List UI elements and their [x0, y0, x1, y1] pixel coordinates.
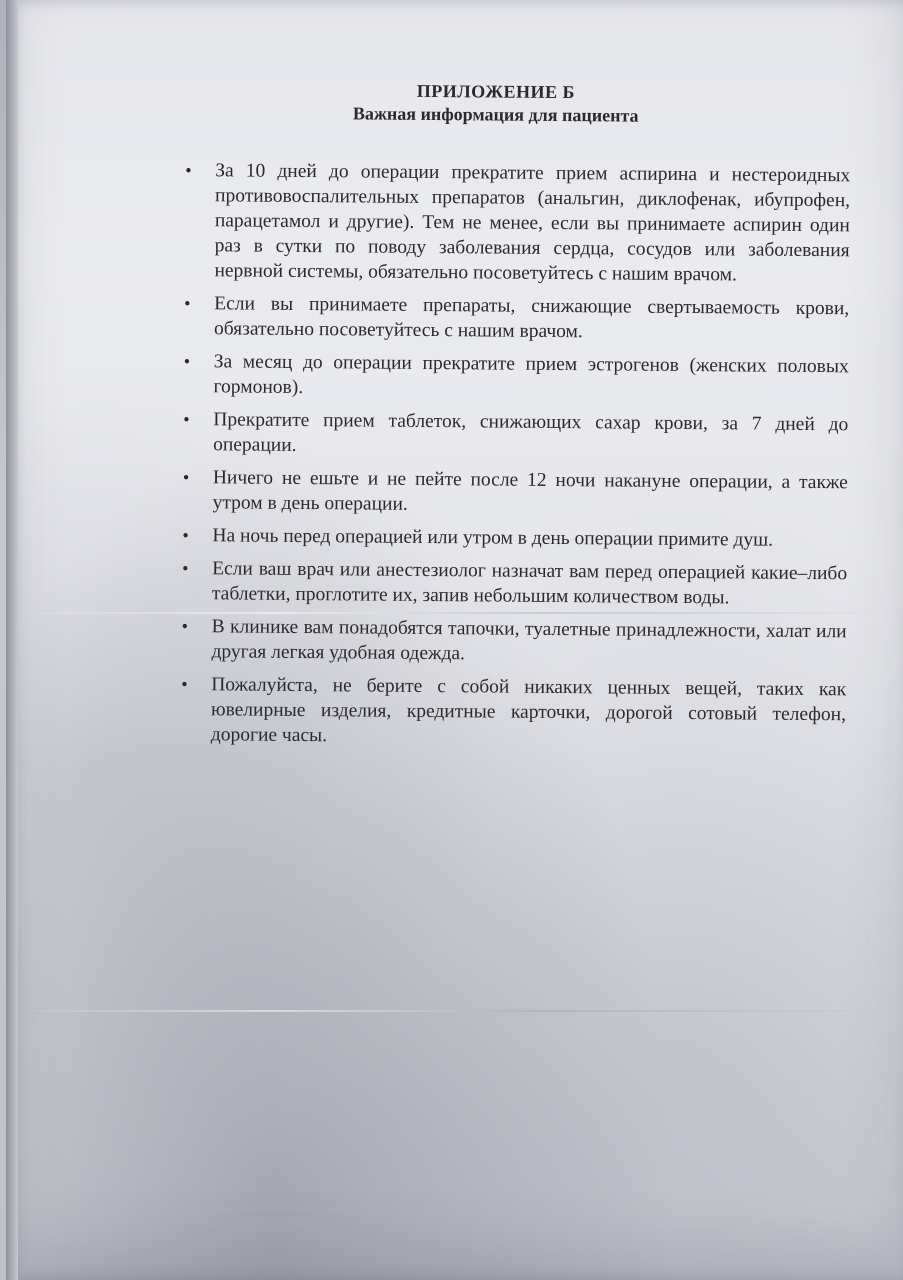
bullet-icon: •: [182, 558, 189, 579]
bullet-icon: •: [182, 467, 190, 488]
bullet-icon: •: [181, 674, 188, 695]
paper-left-edge: [6, 0, 18, 1280]
list-item: [172, 523, 847, 553]
list-item-text: Прекратите прием таблеток, снижающих сахар крови, за 7 дней до операции.: [213, 409, 849, 456]
document-subtitle: Важная информация для пациента: [352, 103, 639, 126]
list-item-text: Если вы принимаете препараты, снижающие свертываемость крови, обязательно посоветуйтесь с нашим врачом.: [213, 293, 850, 343]
list-item: [174, 158, 850, 288]
list-item: [173, 407, 848, 462]
list-item-text: За месяц до операции прекратите прием эстрогенов (женских половых гормонов).: [213, 351, 849, 399]
paper-fold-line: [6, 1010, 903, 1012]
list-item-text: Ничего не ешьте и не пейте после 12 ночи накануне операции, а также утром в день операции.: [212, 467, 848, 515]
list-item: [171, 614, 846, 669]
list-item-text: Пожалуйста, не берите с собой никаких ценных вещей, таких как ювелирные изделия, кредитные карточки, дорогой сотовый телефон, дорогие часы.: [210, 674, 847, 747]
instructions-list: [171, 158, 851, 752]
appendix-title: ПРИЛОЖЕНИЕ Б: [416, 80, 576, 103]
bullet-icon: •: [184, 293, 191, 314]
document-heading: [166, 78, 826, 129]
list-item-text: За 10 дней до операции прекратите прием аспирина и нестероидных противовоспалительных препаратов (анальгин, диклофенак, ибупрофен, парацетамол и другие). Тем не менее, если вы принимаете аспирин один раз в сутки по поводу заболевания сердца, сосудов или заболевания нервной системы, обязательно посоветуйтесь с нашим врачом.: [214, 160, 851, 286]
list-item-text: Если ваш врач или анестезиолог назначат вам перед операцией какие–либо таблетки, проглотите их, запив небольшим количеством воды.: [211, 558, 848, 609]
list-item-text: На ночь перед операцией или утром в день операции примите душ.: [212, 525, 774, 551]
bullet-icon: •: [183, 351, 191, 372]
list-item: [174, 291, 849, 346]
paper-sheet: [6, 0, 903, 1280]
list-item: [172, 556, 847, 611]
list-item: [173, 465, 848, 520]
list-item: [173, 349, 848, 404]
bullet-icon: •: [182, 525, 189, 546]
list-item-text: В клинике вам понадобятся тапочки, туалетные принадлежности, халат или другая легкая удобная одежда.: [211, 616, 847, 665]
bullet-icon: •: [181, 616, 189, 637]
list-item: [171, 672, 847, 752]
bullet-icon: •: [185, 160, 192, 181]
bullet-icon: •: [183, 409, 190, 430]
document-body: [171, 78, 851, 760]
